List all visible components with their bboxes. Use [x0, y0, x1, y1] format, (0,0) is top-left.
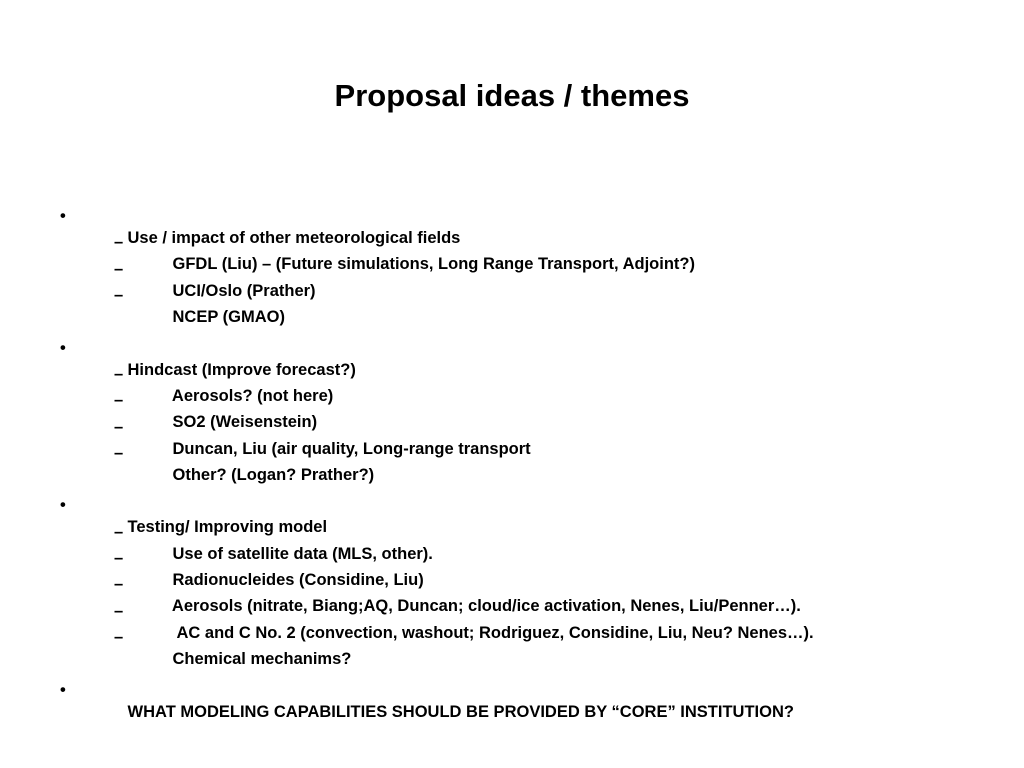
sub-item-text: Chemical mechanims?: [172, 650, 352, 668]
dash-marker: –: [114, 365, 124, 383]
sub-item-text: Aerosols (nitrate, Biang;AQ, Duncan; cloud/ice activation, Nenes, Liu/Penner…).: [171, 597, 801, 615]
dash-marker: –: [114, 444, 124, 462]
bullet-text: WHAT MODELING CAPABILITIES SHOULD BE PROVIDED BY “CORE” INSTITUTION?: [127, 703, 794, 721]
sub-item-text: UCI/Oslo (Prather): [172, 282, 316, 300]
dash-marker: –: [114, 549, 124, 567]
dash-marker: –: [114, 260, 124, 278]
dash-marker: –: [114, 602, 124, 620]
sub-item-text: Other? (Logan? Prather?): [172, 466, 375, 484]
bullet-text: Use / impact of other meteorological fields: [127, 229, 461, 247]
dash-marker: –: [114, 523, 124, 541]
bullet-text: Hindcast (Improve forecast?): [127, 361, 356, 379]
dash-marker: –: [114, 233, 124, 251]
dash-marker: –: [114, 575, 124, 593]
bullet-marker: •: [60, 207, 66, 225]
dash-marker: –: [114, 286, 124, 304]
bullet-marker: •: [60, 339, 66, 357]
bullet-marker: •: [60, 496, 66, 514]
sub-item-text: Use of satellite data (MLS, other).: [172, 545, 433, 563]
bullet-item: [60, 657, 794, 745]
sub-item-text: Radionucleides (Considine, Liu): [172, 571, 424, 589]
sub-item-text: Aerosols? (not here): [171, 387, 334, 405]
sub-item-text: GFDL (Liu) – (Future simulations, Long Range Transport, Adjoint?): [172, 255, 695, 273]
dash-marker: –: [114, 418, 124, 436]
slide-title: Proposal ideas / themes: [334, 78, 690, 113]
sub-item-text: Duncan, Liu (air quality, Long-range transport: [172, 440, 531, 458]
bullet-text: Testing/ Improving model: [127, 518, 328, 536]
bullet-marker: •: [60, 681, 66, 699]
sub-item-text: AC and C No. 2 (convection, washout; Rodriguez, Considine, Liu, Neu? Nenes…).: [172, 624, 814, 642]
sub-item-text: SO2 (Weisenstein): [172, 413, 318, 431]
sub-item-text: NCEP (GMAO): [172, 308, 285, 326]
dash-marker: –: [114, 628, 124, 646]
dash-marker: –: [114, 391, 124, 409]
